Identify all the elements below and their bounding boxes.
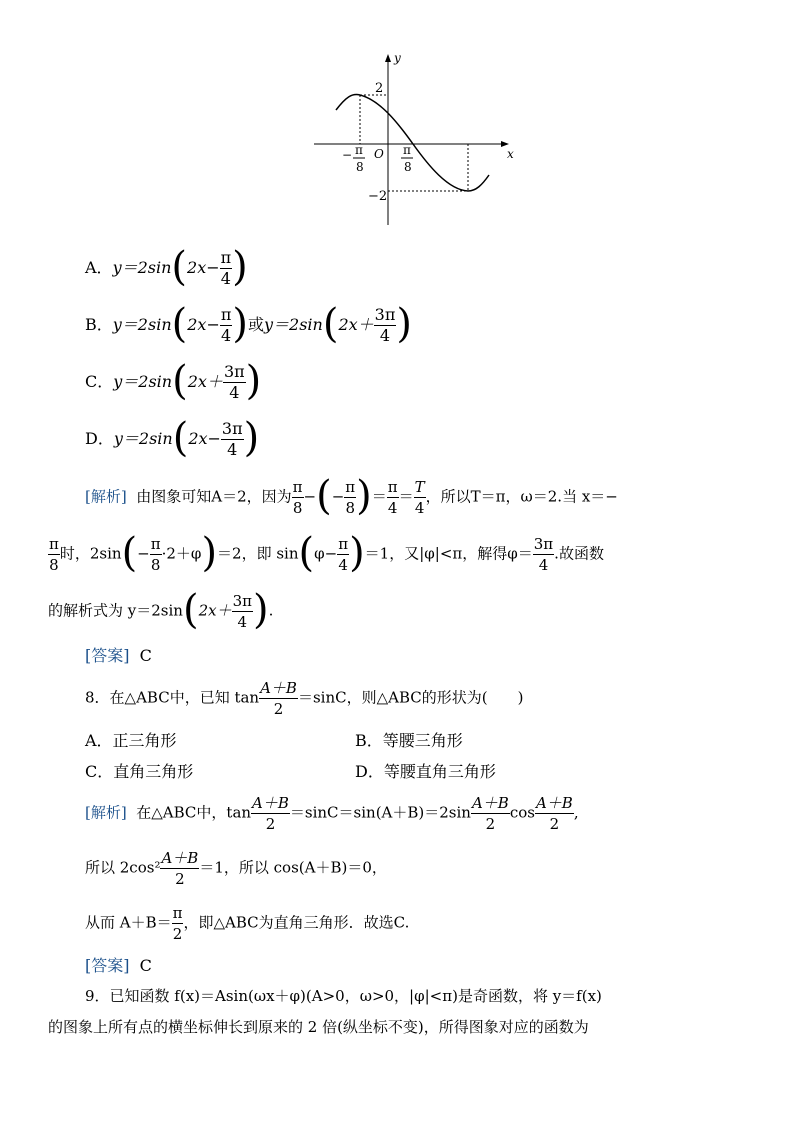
x-label: x — [507, 147, 514, 161]
option-d: D．y＝2sin(2x− $\frac{3\pi}{4}$ ) — [85, 414, 260, 461]
tick-neg2: −2 — [368, 189, 388, 204]
q8-option-c: C．直角三角形 — [85, 762, 194, 781]
q8-analysis-line3: 从而 A＋B＝ $\frac{\pi}{2}$ ，即△ABC为直角三角形．故选C. — [85, 904, 410, 943]
origin-label: O — [374, 147, 384, 161]
q7-answer: [答案] C — [85, 646, 152, 665]
y-label: y — [394, 51, 401, 65]
q8-option-b: B．等腰三角形 — [355, 731, 463, 750]
neg-eight: 8 — [356, 160, 364, 174]
option-b: B．y＝2sin(2x− $\frac{\pi}{4}$ )或y＝2sin(2x＋ $\frac{3\pi}{4}$ ) — [85, 300, 412, 347]
pos-eight: 8 — [404, 160, 412, 174]
option-c: C．y＝2sin(2x＋ $\frac{3\pi}{4}$ ) — [85, 357, 262, 404]
tick-2: 2 — [375, 81, 384, 96]
q9-line1: 9．已知函数 f(x)＝Asin(ωx＋φ)(A>0，ω>0，|φ|<π)是奇函数，将 y＝f(x) — [85, 987, 602, 1005]
neg-sign: − — [342, 148, 353, 162]
q8-analysis-line1: [解析] 在△ABC中，tan $\frac{A+B}{2}$ ＝sinC＝sin(A＋B)＝2sin $\frac{A+B}{2}$ cos $\frac{A+B}{2}$ , — [85, 794, 579, 833]
sine-graph — [300, 45, 530, 230]
q7-analysis-line1: [解析] 由图象可知A＝2，因为 $\frac{\pi}{8}$ −(− $\frac{\pi}{8}$ )＝ $\frac{\pi}{4}$ ＝ $\frac{T}{4}$ ，所以T＝π，ω＝2.当 x＝− — [85, 472, 618, 519]
y-arrow-icon — [385, 54, 391, 62]
neg-pi: π — [355, 143, 363, 157]
q7-analysis-line3: 的解析式为 y＝2sin(2x＋ $\frac{3\pi}{4}$ ). — [48, 586, 274, 633]
q7-analysis-line2: $\frac{\pi}{8}$ 时，2sin(− $\frac{\pi}{8}$ ·2＋φ)＝2，即 sin(φ− $\frac{\pi}{4}$ )＝1，又|φ|<π，解得φ＝ $\frac{3\pi}{4}$ .故函数 — [49, 529, 604, 576]
q8-option-a: A．正三角形 — [85, 731, 177, 750]
q8-option-d: D．等腰直角三角形 — [355, 762, 496, 781]
q9-line2: 的图象上所有点的横坐标伸长到原来的 2 倍(纵坐标不变)，所得图象对应的函数为 — [48, 1018, 589, 1036]
pos-pi: π — [403, 143, 411, 157]
q8-analysis-line2: 所以 2cos² $\frac{A+B}{2}$ ＝1，所以 cos(A＋B)＝0， — [85, 849, 387, 888]
option-a: A．y＝2sin(2x− $\frac{\pi}{4}$ ) — [85, 243, 248, 290]
q8-stem: 8．在△ABC中，已知 tan $\frac{A+B}{2}$ ＝sinC，则△ABC的形状为( ) — [85, 679, 524, 718]
q8-answer: [答案] C — [85, 956, 152, 975]
